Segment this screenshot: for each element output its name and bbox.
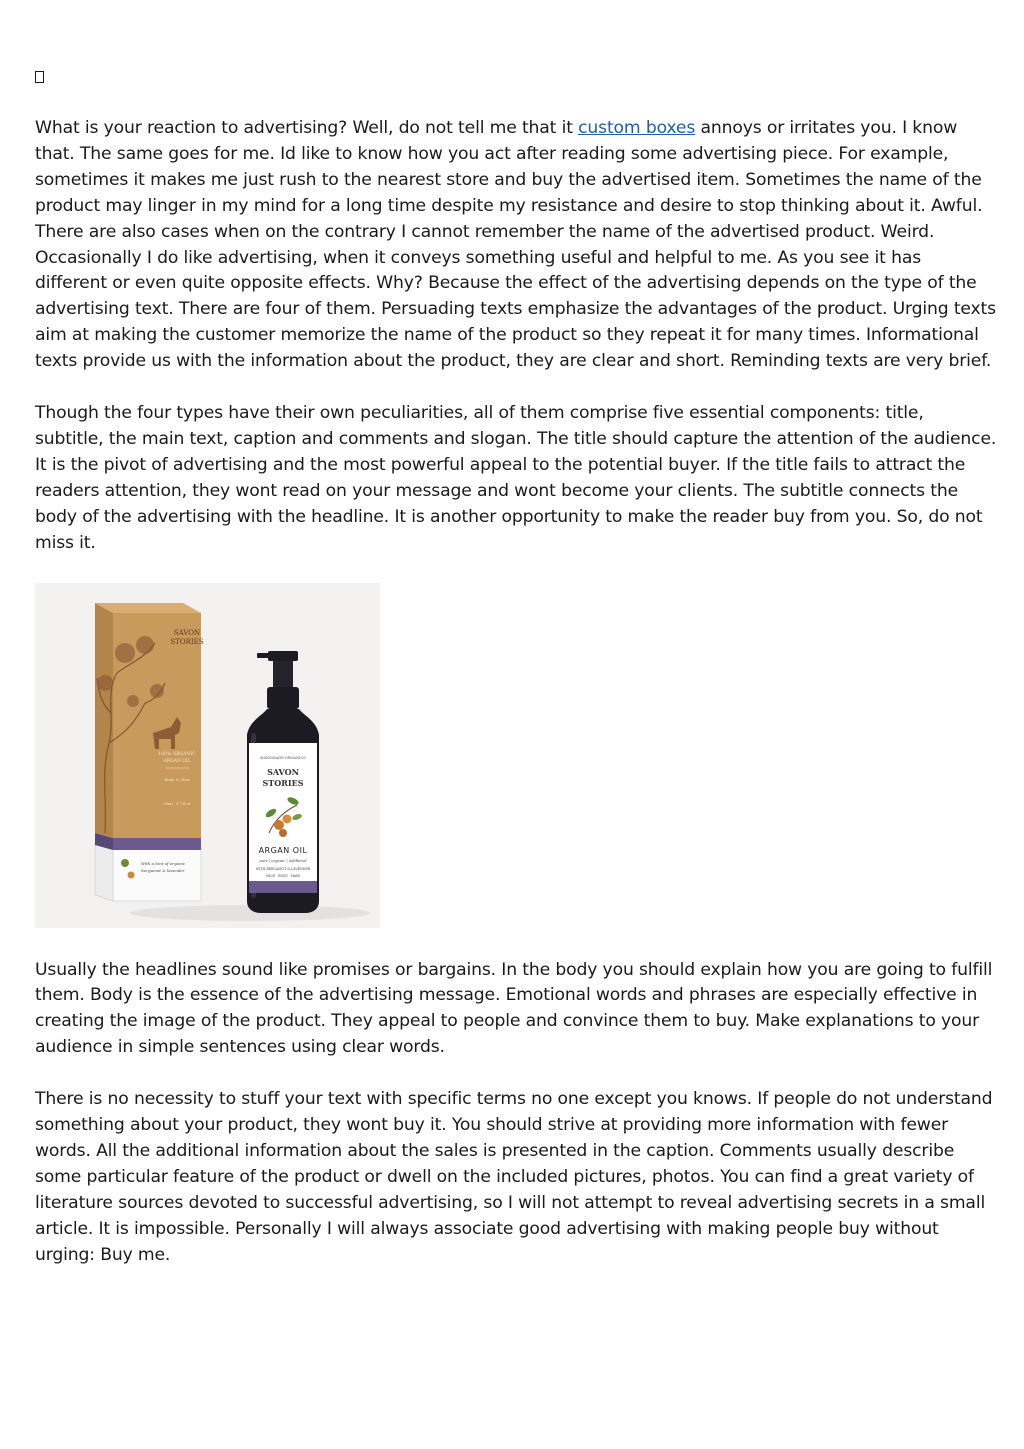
bottle-sub3: FACE · BODY · HAIR xyxy=(266,873,300,878)
bottle-brand-line1: SAVON xyxy=(267,766,299,777)
paragraph-intro xyxy=(35,116,997,375)
paragraph-components: Though the four types have their own peculiarities, all of them comprise five essential components: title, subtitle, the main text, caption and comments and slogan. The title should capture the attention of the audience. It is the pivot of advertising and the most powerful appeal to the potential buyer. If the title fails to attract the readers attention, they wont read on your message and wont become your clients. The subtitle connects the body of the advertising with the headline. It is another opportunity to make the reader buy from you. So, do not miss it. xyxy=(35,403,997,553)
box-purple-band xyxy=(113,838,201,850)
box-bottom-line2: bergamot & lavender xyxy=(141,867,185,873)
bottle-purple-band xyxy=(249,881,317,893)
bottle-sub1: pure | organic | unfiltered xyxy=(259,858,307,863)
paragraph-body: Usually the headlines sound like promises or bargains. In the body you should explain how you are going to fulfill them. Body is the essence of the advertising message. Emotional words and phrases are especially effective in creating the image of the product. They appeal to people and convince them to buy. Make explanations to your audience in simple sentences using clear words. xyxy=(35,959,993,1058)
bottle-product-name: ARGAN OIL xyxy=(258,845,308,855)
custom-boxes-link[interactable]: custom boxes xyxy=(578,118,696,138)
glyph-box xyxy=(35,71,44,83)
bottle-brand-line2: STORIES xyxy=(262,777,304,788)
product-photo xyxy=(35,583,380,928)
box-text4: 50ml · 1.7 fl.oz xyxy=(163,801,191,806)
box-bottom-line1: With a hint of organic xyxy=(140,860,186,866)
paragraph-terms: There is no necessity to stuff your text with specific terms no one except you knows. If people do not understand something about your product, they wont buy it. You should strive at providing more information with fewer words. All the additional information about the sales is presented in the caption. Comments usually describe some particular feature of the product or dwell on the included pictures, photos. You can find a great variety of literature sources devoted to successful advertising, so I will not attempt to reveal advertising secrets in a small article. It is impossible. Personally I will always associate good advertising with making people buy without urging: Buy me. xyxy=(35,1089,993,1265)
box-text1: 100% ORGANIC xyxy=(158,751,196,757)
paragraph-intro-after-link: annoys or irritates you. I know that. The same goes for me. Id like to know how you act after reading some advertising piece. For example, sometimes it makes me just rush to the nearest store and buy the advertised item. Sometimes the name of the product may linger in my mind for a long time despite my resistance and desire to stop thinking about it. Awful. There are also cases when on the contrary I cannot remember the name of the advertised product. Weird. Occasionally I do like advertising, when it conveys something useful and helpful to me. As you see it has different or even quite opposite effects. Why? Because the effect of the advertising depends on the type of the advertising text. There are four of them. Persuading texts emphasize the advantages of the product. Urging texts aim at making the customer memorize the name of the product so they repeat it for many times. Informational texts provide us with the information about the product, they are clear and short. Reminding texts are very brief. xyxy=(35,118,996,372)
paragraph-intro-before-link: What is your reaction to advertising? Well, do not tell me that it xyxy=(35,118,579,138)
missing-glyph-icon xyxy=(35,66,997,86)
document-page xyxy=(35,66,997,1294)
box-brand-line1: SAVON xyxy=(173,628,201,637)
box-brand-line2: STORIES xyxy=(170,637,204,646)
box-text2: ARGAN OIL xyxy=(163,758,191,764)
box-text3: Body & Hair xyxy=(164,776,190,782)
bottle-arc-text: HANDMADE ORGANICS xyxy=(260,755,306,760)
bottle-sub2: WITH BERGAMOT & LAVENDER xyxy=(255,866,311,871)
